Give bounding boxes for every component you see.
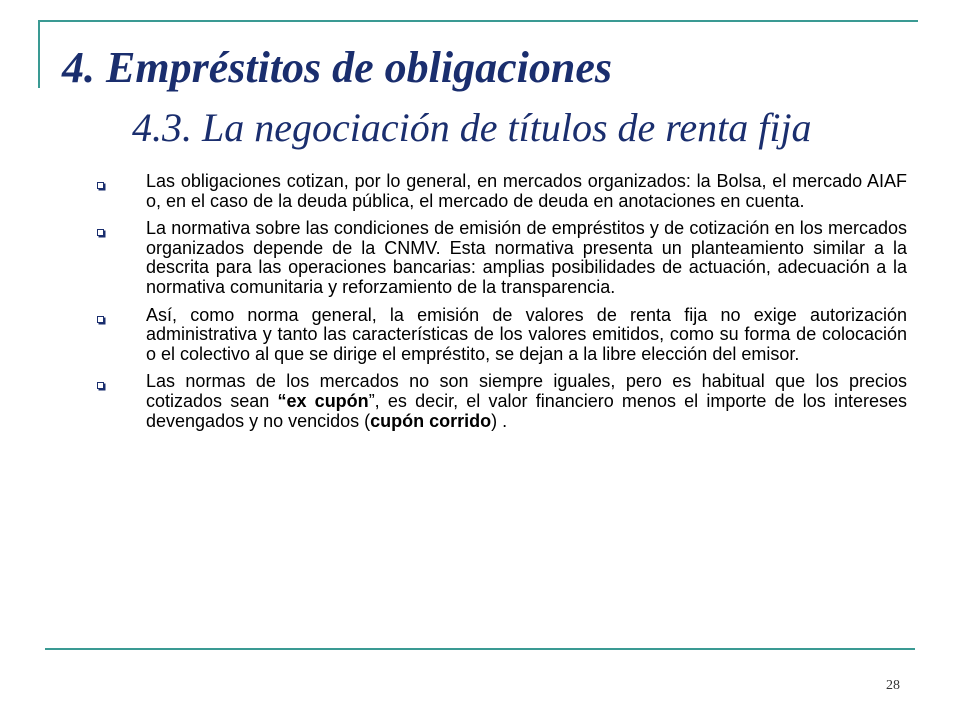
square-bullet-icon — [97, 182, 104, 189]
bullet-text-4-cupon-corrido: cupón corrido — [370, 410, 492, 431]
bullet-text-4-ex-cupon: “ex cupón — [277, 390, 369, 411]
bullet-item-3 — [95, 306, 907, 365]
bullet-text-4-middle: ”, es decir, el valor financiero menos el importe de los intereses devengados y no vencidos ( — [146, 390, 908, 431]
frame-bottom-line — [45, 648, 915, 650]
bullet-text-2: La normativa sobre las condiciones de emisión de empréstitos y de cotización en los mercados organizados depende de la CNMV. Esta normativa presenta un planteamiento similar a la descrita para las operaciones bancarias: amplias posibilidades de actuación, adecuación a la normativa comunitaria y reforzamiento de la transparencia. — [146, 218, 907, 297]
slide-subtitle: 4.3. La negociación de títulos de renta fija — [132, 105, 812, 150]
bullet-item-4 — [95, 372, 907, 431]
frame-left-line — [38, 20, 40, 88]
square-bullet-icon — [97, 382, 104, 389]
frame-top-line — [38, 20, 918, 22]
bullet-item-2 — [95, 219, 907, 297]
bullet-list — [95, 172, 907, 439]
bullet-text-4-start: Las normas de los mercados no son siempre iguales, pero es habitual que los precios cotizados sean — [146, 371, 907, 411]
square-bullet-icon — [97, 229, 104, 236]
bullet-item-1 — [95, 172, 907, 211]
bullet-text-3: Así, como norma general, la emisión de valores de renta fija no exige autorización administrativa y tanto las características de los valores emitidos, como su forma de colocación o el colectivo al que se dirige el empréstito, se dejan a la libre elección del emisor. — [146, 304, 907, 364]
bullet-text-1: Las obligaciones cotizan, por lo general, en mercados organizados: la Bolsa, el mercado AIAF o, en el caso de la deuda pública, el mercado de deuda en anotaciones en cuenta. — [146, 171, 907, 211]
page-number: 28 — [886, 678, 900, 693]
slide-title: 4. Empréstitos de obligaciones — [62, 43, 612, 92]
bullet-text-4-end: ) . — [491, 410, 508, 431]
square-bullet-icon — [97, 316, 104, 323]
